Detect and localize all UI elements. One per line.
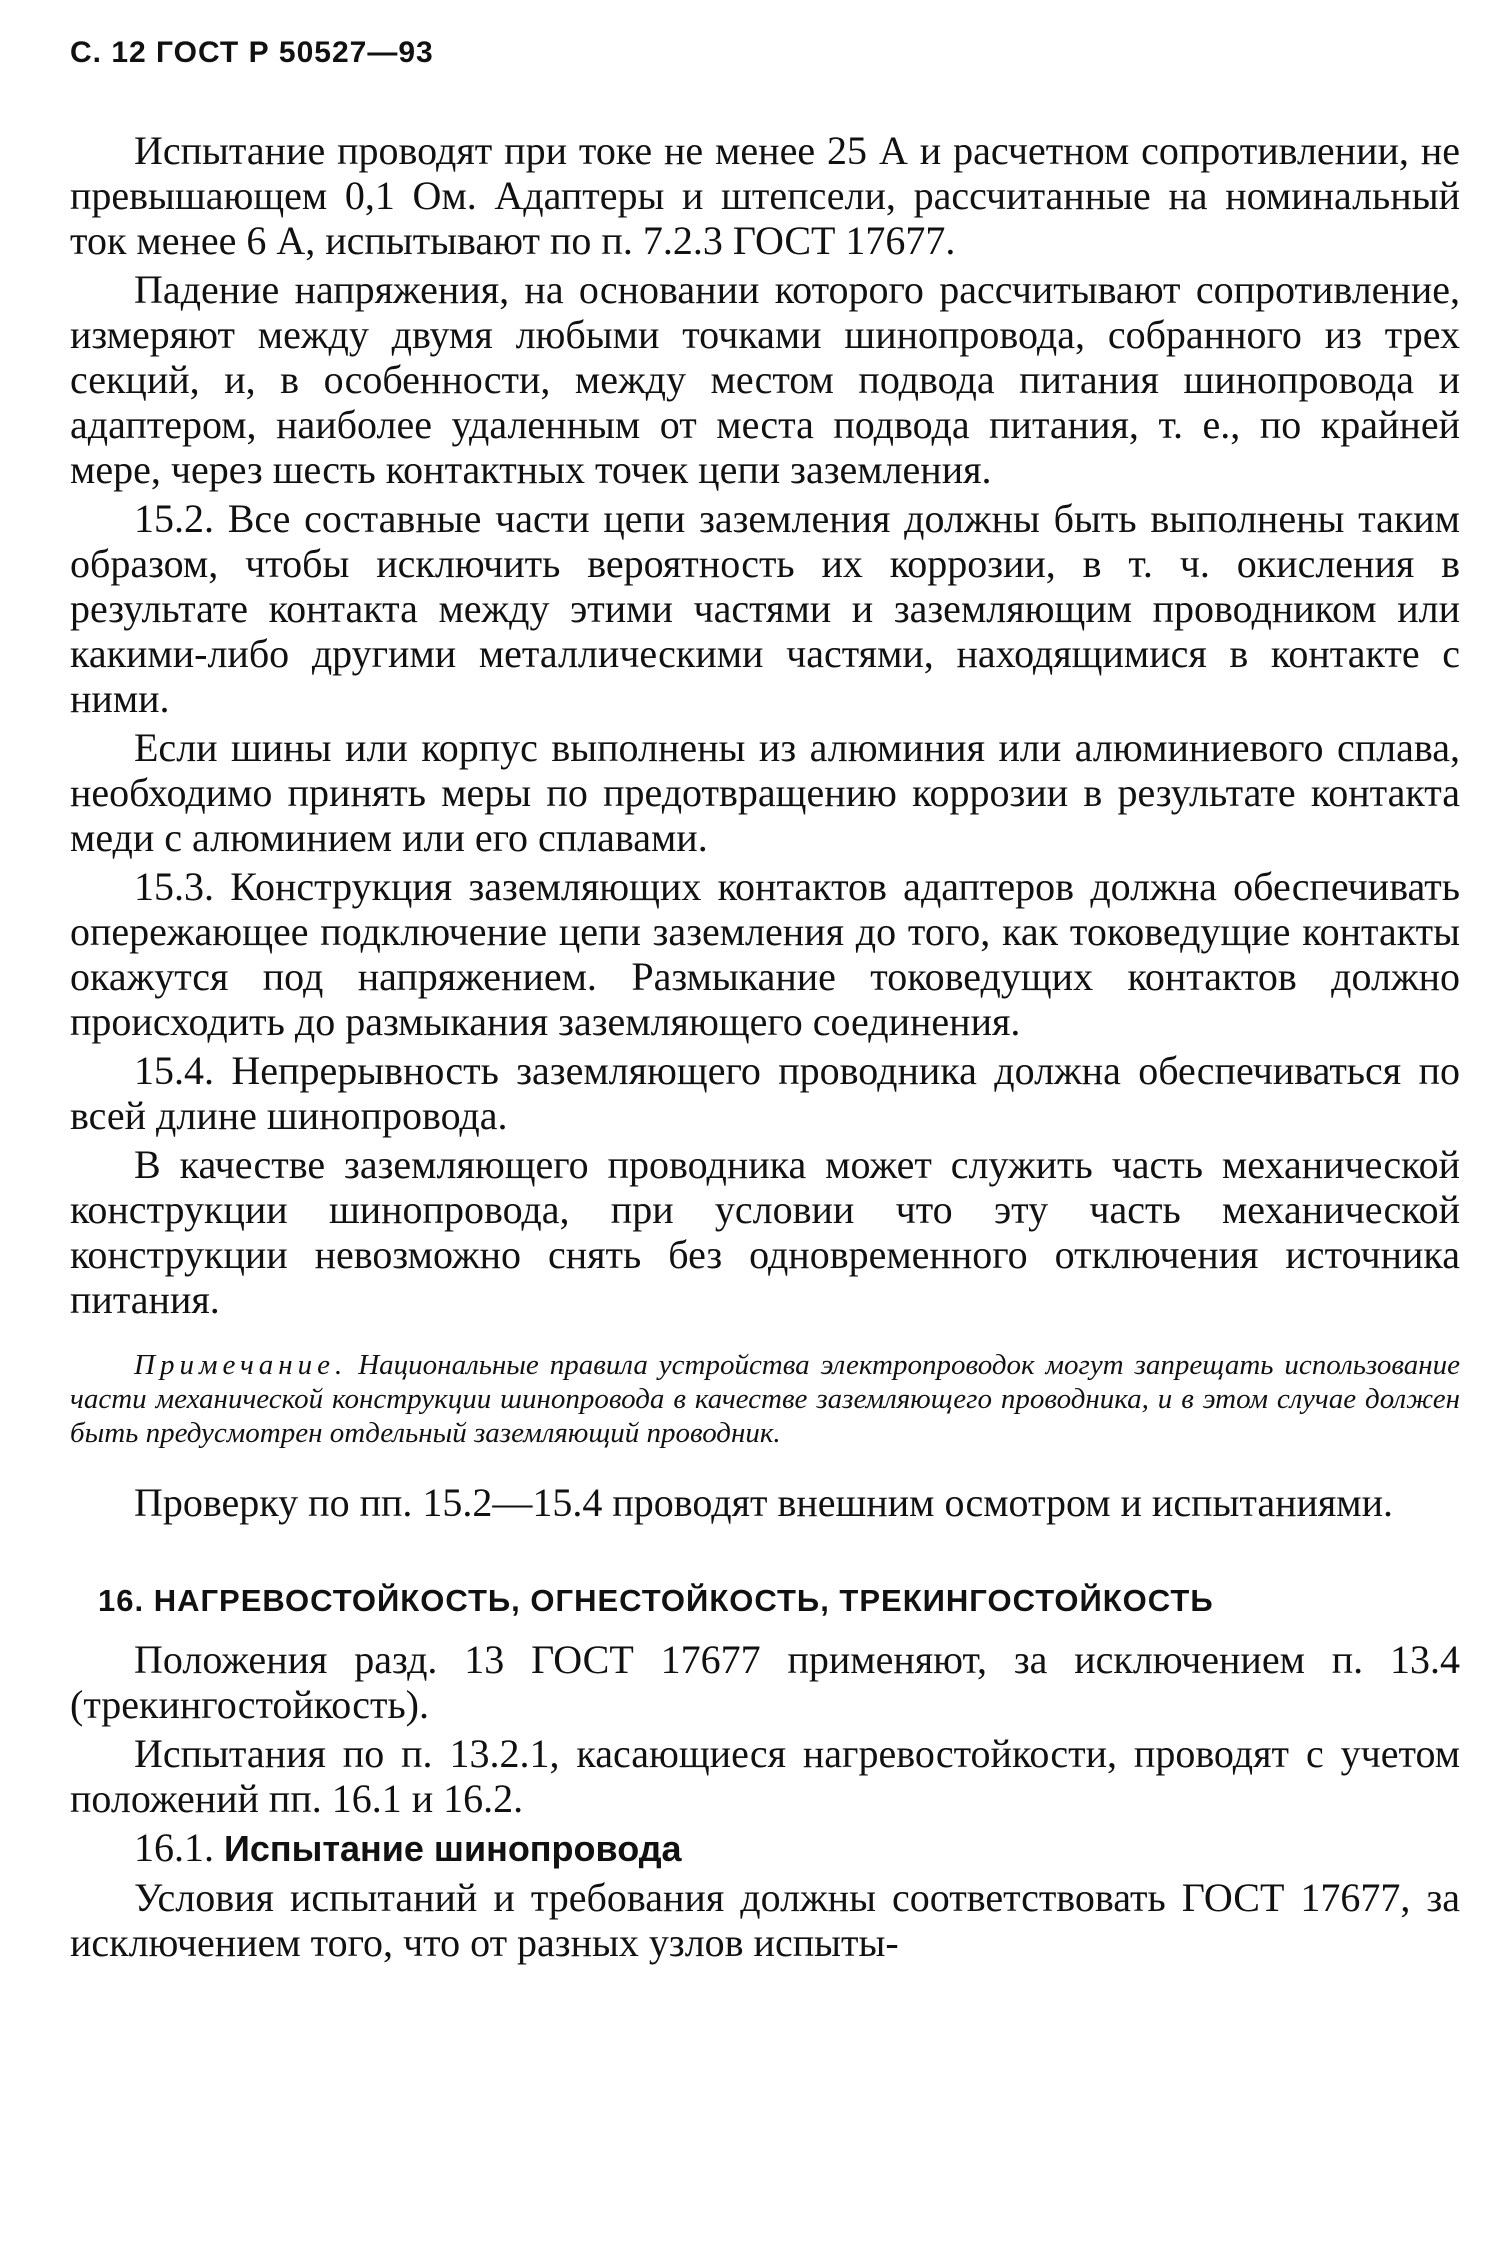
paragraph-test-conditions: Условия испытаний и требования должны соответствовать ГОСТ 17677, за исключением того, что от разных узлов испыты- bbox=[70, 1875, 1460, 1965]
paragraph-section-13: Положения разд. 13 ГОСТ 17677 применяют, за исключением п. 13.4 (трекингостойкость). bbox=[70, 1637, 1460, 1727]
paragraph-inspection: Проверку по пп. 15.2—15.4 проводят внешним осмотром и испытаниями. bbox=[134, 1480, 1394, 1525]
paragraph-aluminium: Если шины или корпус выполнены из алюминия или алюминиевого сплава, необходимо принять меры по предотвращению коррозии в результате контакта меди с алюминием или его сплавами. bbox=[70, 725, 1460, 860]
paragraph-heat-resistance: Испытания по п. 13.2.1, касающиеся нагревостойкости, проводят с учетом положений пп. 16.1 и 16.2. bbox=[70, 1731, 1460, 1821]
note-text: Национальные правила устройства электропроводок могут запрещать использование части механической конструкции шинопровода в качестве заземляющего проводника, и в этом случае должен быть предусмотрен отдельный заземляющий проводник. bbox=[70, 1349, 1461, 1449]
section-16-heading: 16. НАГРЕВОСТОЙКОСТЬ, ОГНЕСТОЙКОСТЬ, ТРЕКИНГОСТОЙКОСТЬ bbox=[98, 1583, 1214, 1618]
running-head: С. 12 ГОСТ Р 50527—93 bbox=[70, 36, 434, 69]
note-label: Примечание. bbox=[134, 1349, 348, 1381]
paragraph-15-3: 15.3. Конструкция заземляющих контактов адаптеров должна обеспечивать опережающее подключение цепи заземления до того, как токоведущие контакты окажутся под напряжением. Размыкание токоведущих контактов должно происходить до размыкания заземляющего соединения. bbox=[70, 864, 1460, 1044]
note bbox=[70, 1348, 1460, 1450]
paragraph-15-2: 15.2. Все составные части цепи заземления должны быть выполнены таким образом, чтобы исключить вероятность их коррозии, в т. ч. окисления в результате контакта между этими частями и заземляющим проводником или какими-либо другими металлическими частями, находящимися в контакте с ними. bbox=[70, 496, 1460, 721]
paragraph-mechanical-structure: В качестве заземляющего проводника может служить часть механической конструкции шинопровода, при условии что эту часть механической конструкции невозможно снять без одновременного отключения источника питания. bbox=[70, 1142, 1460, 1322]
paragraph-15-4: 15.4. Непрерывность заземляющего проводника должна обеспечиваться по всей длине шинопровода. bbox=[70, 1048, 1460, 1138]
subsection-number: 16.1. bbox=[134, 1825, 214, 1870]
paragraph-voltage-drop: Падение напряжения, на основании которого рассчитывают сопротивление, измеряют между двумя любыми точками шинопровода, собранного из трех секций, и, в особенности, между местом подвода питания шинопровода и адаптером, наиболее удаленным от места подвода питания, т. е., по крайней мере, через шесть контактных точек цепи заземления. bbox=[70, 267, 1460, 492]
subsection-16-1-heading bbox=[70, 1825, 1460, 1871]
subsection-title: Испытание шинопровода bbox=[224, 1828, 682, 1869]
document-page bbox=[70, 36, 1460, 1969]
paragraph-test-current: Испытание проводят при токе не менее 25 А и расчетном сопротивлении, не превышающем 0,1 Ом. Адаптеры и штепсели, рассчитанные на номинальный ток менее 6 А, испытывают по п. 7.2.3 ГОСТ 17677. bbox=[70, 128, 1460, 263]
